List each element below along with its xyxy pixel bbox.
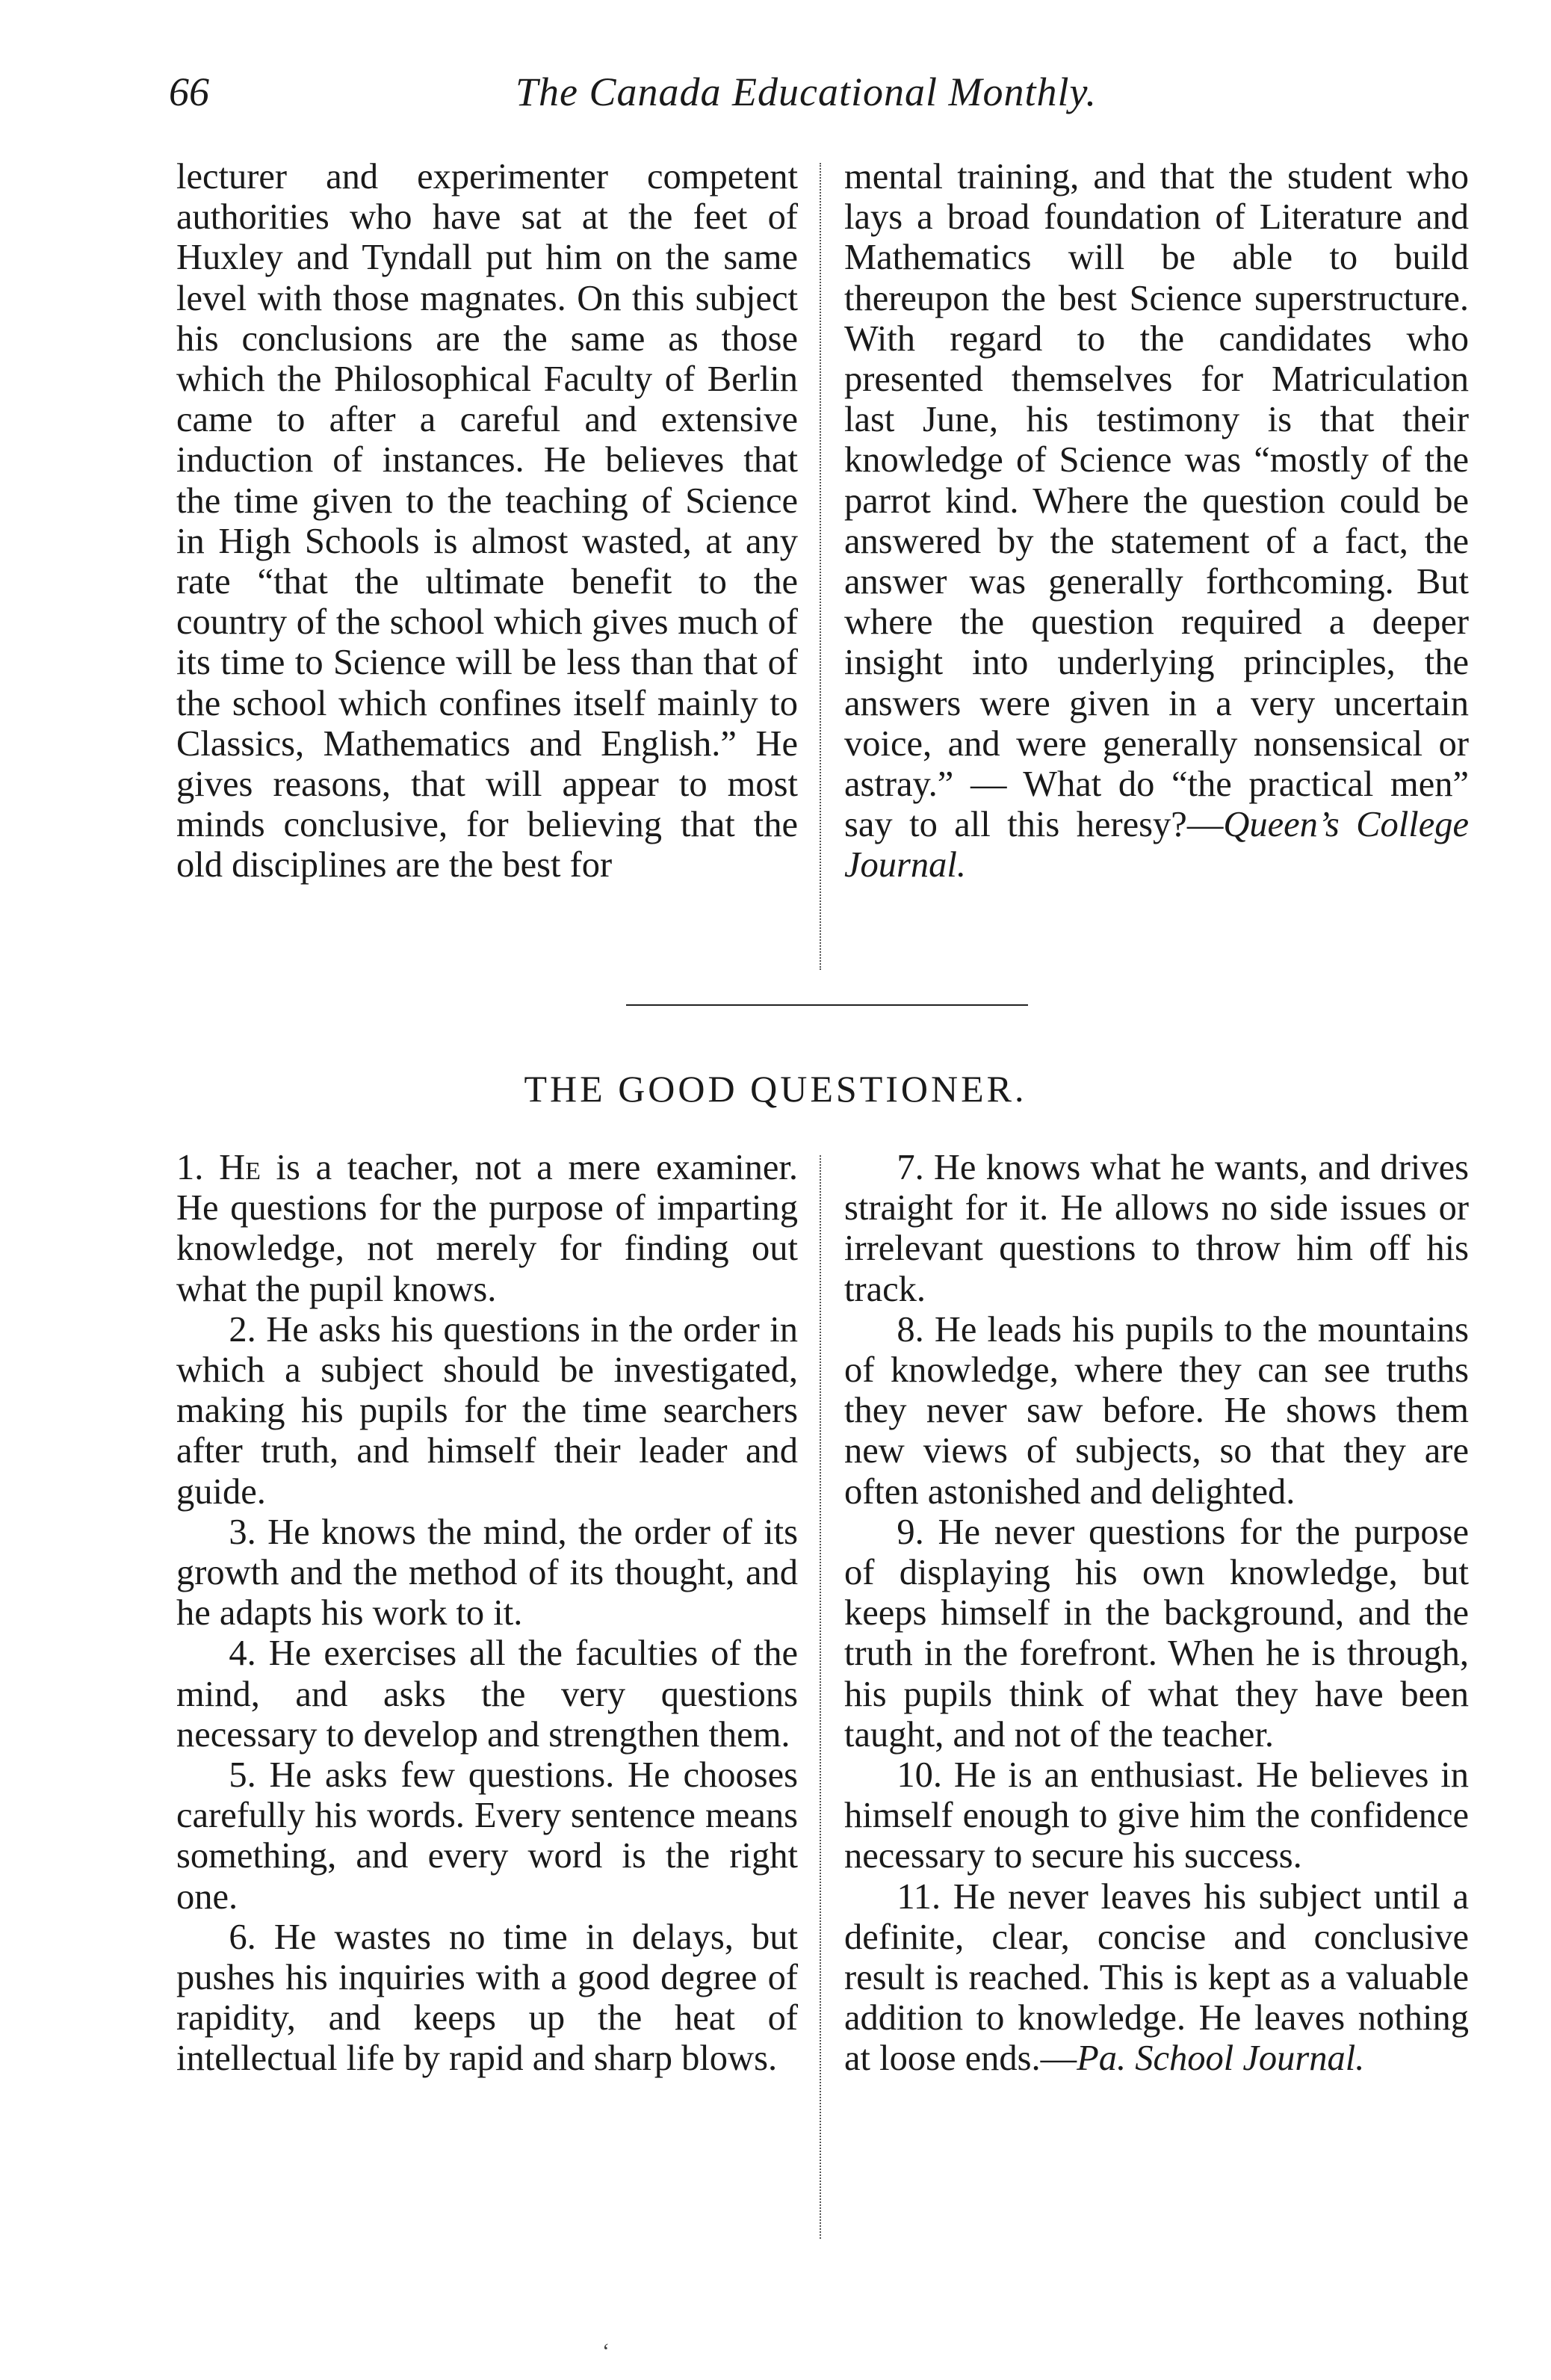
list-item [844, 1310, 1469, 1512]
item-number: 1. [176, 1148, 204, 1187]
item-text: He asks few questions. He chooses carefully his words. Every sentence means something, and every word is the right one. [176, 1755, 799, 1917]
list-item [844, 1755, 1469, 1877]
list-item [176, 1755, 798, 1917]
item-text: He never questions for the purpose of displaying his own knowledge, but keeps himself in the background, and the truth in the forefront. When he is through, his pupils think of what they have been taught, and not of the teacher. [844, 1512, 1469, 1755]
article-end-paragraph: lecturer and experimenter competent authorities who have sat at the feet of Huxley and Tyndall put him on the same level with those magnates. On this subject his conclusions are the same as those which the Philosophical Faculty of Berlin came to after a careful and extensive induction of instances. He believes that the time given to the teaching of Science in High Schools is almost wasted, at any rate “that the ultimate benefit to the country of the school which gives much of its time to Science will be less than that of the school which confines itself mainly to Classics, Mathematics and English.” He gives reasons, that will appear to most minds conclusive, for believing that the old disciplines are the best for [176, 157, 798, 885]
item-text: He never leaves his subject until a definite, clear, concise and conclusive result is reached. This is kept as a valuable addition to knowledge. He leaves nothing at loose ends.— [844, 1876, 1469, 2079]
column-divider [820, 163, 821, 970]
item-number: 8. [897, 1309, 924, 1350]
item-text: He exercises all the faculties of the mind, and asks the very questions necessary to develop and strengthen them. [176, 1633, 799, 1755]
page-number: 66 [169, 69, 209, 114]
item-first-word: He [219, 1148, 261, 1187]
item-number: 7. [897, 1148, 924, 1187]
section-title: THE GOOD QUESTIONER. [524, 1068, 1027, 1110]
list-item [176, 1917, 798, 2080]
article-end-left-column [176, 157, 798, 886]
item-text: He knows what he wants, and drives straight for it. He allows no side issues or irrelevant questions to throw him off his track. [844, 1148, 1470, 1309]
item-text: He wastes no time in delays, but pushes his inquiries with a good degree of rapidity, and keeps up the heat of intellectual life by rapid and sharp blows. [176, 1917, 798, 2079]
item-number: 3. [229, 1512, 256, 1552]
section-rule [626, 1004, 1028, 1006]
article-end-right-column [844, 157, 1469, 886]
item-number: 2. [229, 1309, 256, 1350]
list-item [844, 1148, 1469, 1310]
list-item [844, 1877, 1469, 2080]
list-item [176, 1512, 798, 1634]
item-number: 6. [229, 1917, 256, 1957]
running-head: The Canada Educational Monthly. [516, 69, 1097, 114]
list-item [844, 1512, 1469, 1755]
item-text: He leads his pupils to the mountains of knowledge, where they can see truths they never saw before. He shows them new views of subjects, so that they are often astonished and delighted. [844, 1309, 1469, 1512]
item-text: is a teacher, not a mere examiner. He questions for the purpose of imparting knowledge, not merely for finding out what the pupil knows. [176, 1148, 798, 1309]
list-item [176, 1310, 798, 1512]
item-number: 11. [897, 1876, 941, 1917]
item-text: He is an enthusiast. He believes in himself enough to give him the confidence necessary to secure his success. [844, 1755, 1469, 1876]
item-number: 4. [229, 1633, 256, 1674]
questioner-left-column [176, 1148, 798, 2080]
list-item [176, 1148, 798, 1310]
item-number: 5. [229, 1755, 256, 1796]
print-mark: ‘ [602, 2339, 610, 2364]
item-number: 10. [897, 1755, 942, 1796]
questioner-right-column [844, 1148, 1469, 2080]
article-end-paragraph [844, 157, 1469, 886]
item-text: He asks his questions in the order in which a subject should be investigated, making his pupils for the time searchers after truth, and himself their leader and guide. [176, 1309, 798, 1512]
source-citation: Pa. School Journal. [1077, 2039, 1365, 2079]
item-text: He knows the mind, the order of its growth and the method of its thought, and he adapts his work to it. [176, 1512, 798, 1633]
list-item [176, 1633, 798, 1755]
article-end-text: mental training, and that the student who lays a broad foundation of Literature and Mathematics will be able to build thereupon the best Science superstructure. With regard to the candidates who presented themselves for Matriculation last June, his testimony is that their knowledge of Science was “mostly of the parrot kind. Where the question could be answered by the statement of a fact, the answer was generally forthcoming. But where the question required a deeper insight into underlying principles, the answers were given in a very uncertain voice, and were generally nonsensical or astray.” — What do “the practical men” say to all this heresy?— [844, 157, 1469, 845]
column-divider [820, 1155, 821, 2239]
source-citation: Queen’s College Journal. [844, 805, 1469, 885]
item-number: 9. [897, 1512, 924, 1552]
